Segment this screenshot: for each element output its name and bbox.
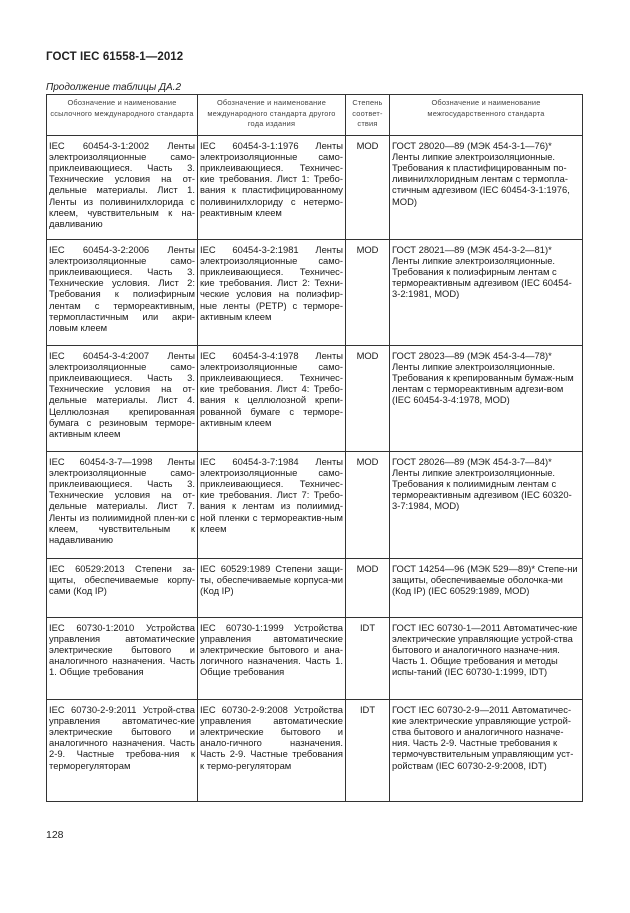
cell-other-edition-standard: IEC 60454-3-7:1984 Ленты электроизоляционные само-приклеивающиеся. Техничес-кие требования. Лист 7: Требо-вания к лентам из полиимид-ной пленки с термореактив-ным клеем — [198, 451, 346, 558]
cell-other-edition-standard: IEC 60454-3-4:1978 Ленты электроизоляционные само-приклеивающиеся. Техничес-кие требования. Лист 4: Требо-вания к целлюлозной крепи-рованной бумаге с терморе-активным клеем — [198, 345, 346, 451]
table-row — [47, 699, 583, 801]
cell-other-edition-standard: IEC 60730-2-9:2008 Устройства управления автоматические электрические бытового и анало-гичного назначения. Часть 2-9. Частные требования к термо-регуляторам — [198, 699, 346, 801]
column-header-reference-standard: Обозначение и наименование ссылочного международного стандарта — [47, 95, 198, 136]
cell-interstate-standard: ГОСТ 14254—96 (МЭК 529—89)* Степе-ни защиты, обеспечиваемые оболочка-ми (Код IP) (IEC 60529:1989, MOD) — [390, 558, 583, 617]
correspondence-table-container — [46, 94, 582, 802]
cell-degree: MOD — [346, 558, 390, 617]
cell-other-edition-standard: IEC 60730-1:1999 Устройства управления автоматические электрические бытового и ана-логичного назначения. Часть 1. Общие требования — [198, 617, 346, 699]
cell-degree: IDT — [346, 617, 390, 699]
column-header-interstate-standard: Обозначение и наименование межгосударственного стандарта — [390, 95, 583, 136]
table-row — [47, 558, 583, 617]
cell-reference-standard: IEC 60454-3-4:2007 Ленты электроизоляционные само-приклеивающиеся. Часть 3. Технические условия на от-дельные материалы. Лист 4. Целлюлозная крепированная бумага с резиновым терморе-активным клеем — [47, 345, 198, 451]
table-row — [47, 345, 583, 451]
cell-other-edition-standard: IEC 60529:1989 Степени защи-ты, обеспечиваемые корпуса-ми (Код IP) — [198, 558, 346, 617]
table-row — [47, 239, 583, 345]
cell-interstate-standard: ГОСТ 28020—89 (МЭК 454-3-1—76)* Ленты липкие электроизоляционные. Требования к пластифицированным по-ливинилхлоридным лентам с термопла-стичным адгезивом (IEC 60454-3-1:1976, MOD) — [390, 135, 583, 239]
cell-other-edition-standard: IEC 60454-3-2:1981 Ленты электроизоляционные само-приклеивающиеся. Техничес-кие требования. Лист 2: Техни-ческие условия на полиэфир-ные ленты (PETP) с терморе-активным клеем — [198, 239, 346, 345]
cell-interstate-standard: ГОСТ IEC 60730-1—2011 Автоматичес-кие электрические управляющие устрой-ства бытового и аналогичного назначе-ния. Часть 1. Общие требования и методы испы-таний (IEC 60730-1:1999, IDT) — [390, 617, 583, 699]
table-row — [47, 135, 583, 239]
cell-other-edition-standard: IEC 60454-3-1:1976 Ленты электроизоляционные само-приклеивающиеся. Техничес-кие требования. Лист 1: Требо-вания к пластифицированному поливинилхлориду с нетермо-реактивным клеем — [198, 135, 346, 239]
cell-interstate-standard: ГОСТ 28023—89 (МЭК 454-3-4—78)* Ленты липкие электроизоляционные. Требования к крепированным бумаж-ным лентам с термореактивным адгези-вом (IEC 60454-3-4:1978, MOD) — [390, 345, 583, 451]
cell-reference-standard: IEC 60730-2-9:2011 Устрой-ства управления автоматичес-кие электрические бытового и аналогичного назначения. Часть 2-9. Частные требова-ния к терморегуляторам — [47, 699, 198, 801]
cell-interstate-standard: ГОСТ IEC 60730-2-9—2011 Автоматичес-кие электрические управляющие устрой-ства бытового и аналогичного назначе-ния. Часть 2-9. Частные требования к термочувствительным управляющим уст-ройствам (IEC 60730-2-9:2008, IDT) — [390, 699, 583, 801]
cell-degree: MOD — [346, 451, 390, 558]
cell-degree: MOD — [346, 345, 390, 451]
table-row — [47, 617, 583, 699]
cell-reference-standard: IEC 60454-3-1:2002 Ленты электроизоляционные само-приклеивающиеся. Часть 3. Технические условия на от-дельные материалы. Лист 1. Ленты из поливинилхлорида с клеем, чувствительным к на-давливанию — [47, 135, 198, 239]
cell-interstate-standard: ГОСТ 28026—89 (МЭК 454-3-7—84)* Ленты липкие электроизоляционные. Требования к полиимидным лентам с термореактивным адгезивом (IEC 60320-3-7:1984, MOD) — [390, 451, 583, 558]
correspondence-table — [46, 94, 583, 802]
table-caption: Продолжение таблицы ДА.2 — [46, 82, 182, 93]
cell-reference-standard: IEC 60454-3-7—1998 Ленты электроизоляционные само-приклеивающиеся. Часть 3. Технические условия на от-дельные материалы. Лист 7. Ленты из полиимидной плен-ки с клеем, чувствительным к надавливанию — [47, 451, 198, 558]
cell-reference-standard: IEC 60730-1:2010 Устройства управления автоматические электрические бытового и аналогичного назначения. Часть 1. Общие требования — [47, 617, 198, 699]
cell-degree: MOD — [346, 239, 390, 345]
column-header-other-edition-standard: Обозначение и наименование международного стандарта другого года издания — [198, 95, 346, 136]
page-number: 128 — [46, 829, 64, 841]
cell-degree: IDT — [346, 699, 390, 801]
cell-interstate-standard: ГОСТ 28021—89 (МЭК 454-3-2—81)* Ленты липкие электроизоляционные. Требования к полиэфирным лентам с термореактивным адгезивом (IEC 60454-3-2:1981, MOD) — [390, 239, 583, 345]
column-header-degree: Степень соответ-ствия — [346, 95, 390, 136]
table-header-row — [47, 95, 583, 136]
cell-reference-standard: IEC 60454-3-2:2006 Ленты электроизоляционные само-приклеивающиеся. Часть 3. Технические условия. Лист 2: Требования к полиэфирным лентам с термореактивным, термопластичным или акри-ловым клеем — [47, 239, 198, 345]
cell-degree: MOD — [346, 135, 390, 239]
cell-reference-standard: IEC 60529:2013 Степени за-щиты, обеспечиваемые корпу-сами (Код IP) — [47, 558, 198, 617]
table-row — [47, 451, 583, 558]
document-header: ГОСТ IEC 61558-1—2012 — [46, 51, 184, 63]
